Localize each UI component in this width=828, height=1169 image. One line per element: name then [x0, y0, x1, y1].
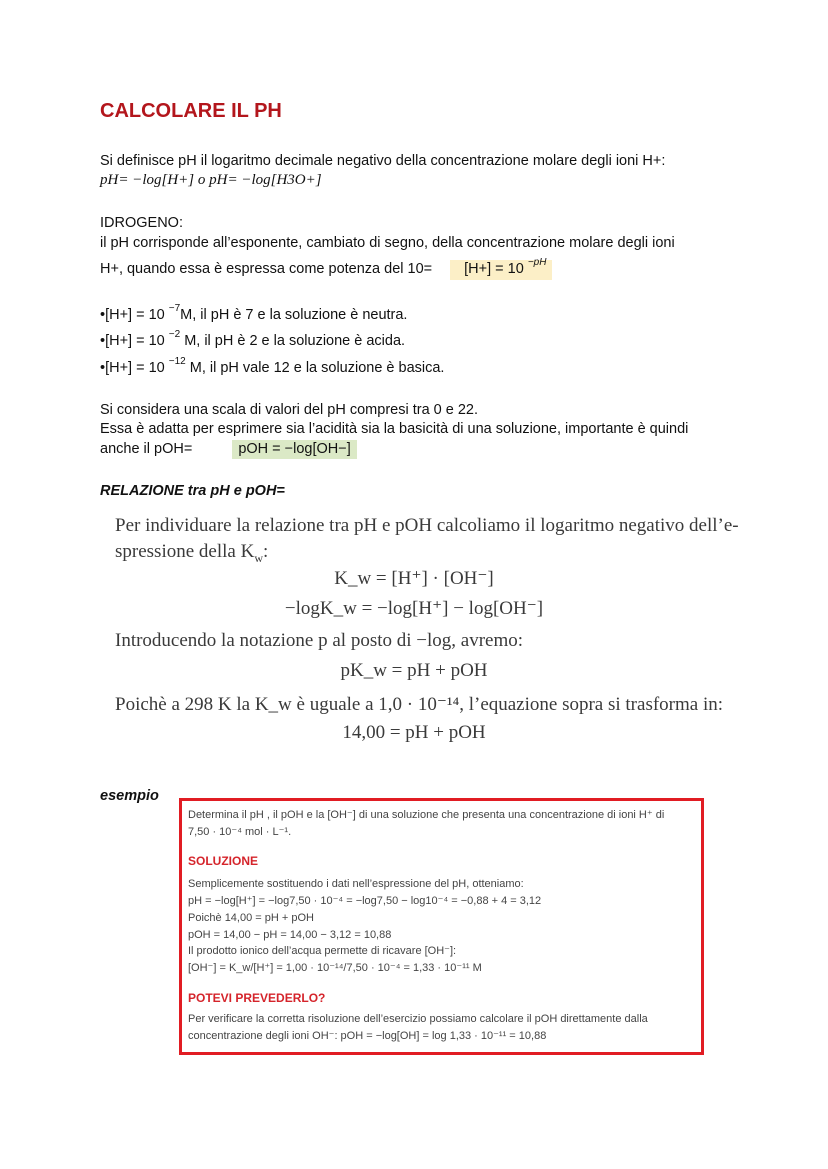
ph-highlight-exp: −pH — [527, 257, 547, 269]
intro-formula: pH= −log[H+] o pH= −log[H3O+] — [100, 172, 322, 188]
question-line2: 7,50 · 10⁻⁴ mol · L⁻¹. — [188, 826, 292, 838]
intro-line: Si definisce pH il logaritmo decimale negativo della concentrazione molare degli ioni H+: — [100, 153, 666, 169]
hydrogen-line1: il pH corrisponde all’esponente, cambiato di segno, della concentrazione molare degli ioni — [100, 235, 675, 251]
relation-p3: Poichè a 298 K la K_w è uguale a 1,0 · 10⁻¹⁴, l’equazione sopra si trasforma in: — [115, 694, 724, 715]
hydrogen-line2-text: H+, quando essa è espressa come potenza del 10= — [100, 261, 433, 277]
equation-pkw: pK_w = pH + pOH — [340, 660, 488, 681]
check-line: Per verificare la corretta risoluzione dell’esercizio possiamo calcolare il pOH direttamente dalla — [188, 1013, 648, 1025]
solution-line: Il prodotto ionico dell’acqua permette di ricavare [OH⁻]: — [188, 945, 457, 957]
relation-heading: RELAZIONE tra pH e pOH= — [100, 483, 285, 499]
equation-14: 14,00 = pH + pOH — [342, 722, 486, 743]
example-box — [179, 798, 704, 1055]
equation-kw: K_w = [H⁺] · [OH⁻] — [334, 568, 494, 589]
page-title: CALCOLARE IL PH — [100, 100, 282, 122]
bullet-prefix: •[H+] = 10 — [100, 333, 165, 349]
relation-p1-line2-text: spressione della K — [115, 541, 255, 562]
solution-line: Poichè 14,00 = pH + pOH — [188, 912, 314, 924]
bullet-text: M, il pH è 7 e la soluzione è neutra. — [180, 307, 408, 323]
bullet-exp: −7 — [168, 303, 181, 315]
equation-log-kw: −logK_w = −log[H⁺] − log[OH⁻] — [284, 598, 544, 619]
bullet-item — [100, 358, 444, 378]
bullet-text: M, il pH è 2 e la soluzione è acida. — [180, 333, 406, 349]
solution-line: [OH⁻] = K_w/[H⁺] = 1,00 · 10⁻¹⁴/7,50 · 10⁻⁴ = 1,33 · 10⁻¹¹ M — [188, 962, 482, 974]
solution-line: pOH = 14,00 − pH = 14,00 − 3,12 = 10,88 — [188, 929, 392, 941]
scale-line1: Si considera una scala di valori del pH compresi tra 0 e 22. — [100, 402, 478, 418]
bullet-text: M, il pH vale 12 e la soluzione è basica. — [185, 360, 445, 376]
solution-line: Semplicemente sostituendo i dati nell’espressione del pH, otteniamo: — [188, 878, 524, 890]
scale-line2: Essa è adatta per esprimere sia l’acidità sia la basicità di una soluzione, importante è quindi — [100, 421, 689, 437]
relation-p1-line1: Per individuare la relazione tra pH e pOH calcoliamo il logaritmo negativo dell’e- — [115, 515, 739, 536]
ph-highlight — [450, 257, 552, 280]
check-line: concentrazione degli ioni OH⁻: pOH = −log[OH] = log 1,33 · 10⁻¹¹ = 10,88 — [188, 1030, 547, 1042]
bullet-prefix: •[H+] = 10 — [100, 360, 165, 376]
question-line1: Determina il pH , il pOH e la [OH⁻] di una soluzione che presenta una concentrazione di ioni H⁺ di — [188, 809, 665, 821]
solution-heading: SOLUZIONE — [188, 854, 259, 868]
bullet-prefix: •[H+] = 10 — [100, 307, 165, 323]
relation-p2: Introducendo la notazione p al posto di −log, avremo: — [115, 630, 524, 651]
poh-highlight: pOH = −log[OH−] — [232, 440, 356, 459]
example-label: esempio — [100, 788, 159, 804]
bullet-item — [100, 305, 407, 325]
check-heading: POTEVI PREVEDERLO? — [188, 991, 326, 1005]
hydrogen-heading: IDROGENO: — [100, 215, 183, 231]
ph-highlight-label: [H+] = 10 — [464, 261, 524, 277]
scale-line3 — [100, 439, 357, 459]
hydrogen-line2 — [100, 259, 552, 279]
solution-line: pH = −log[H⁺] = −log7,50 · 10⁻⁴ = −log7,50 − log10⁻⁴ = −0,88 + 4 = 3,12 — [188, 895, 542, 907]
relation-p1-line2: spressione della $K_w$: — [115, 541, 269, 565]
scale-line3-text: anche il pOH= — [100, 441, 193, 457]
bullet-exp: −2 — [168, 329, 181, 341]
bullet-item — [100, 331, 405, 351]
bullet-exp: −12 — [168, 356, 186, 368]
